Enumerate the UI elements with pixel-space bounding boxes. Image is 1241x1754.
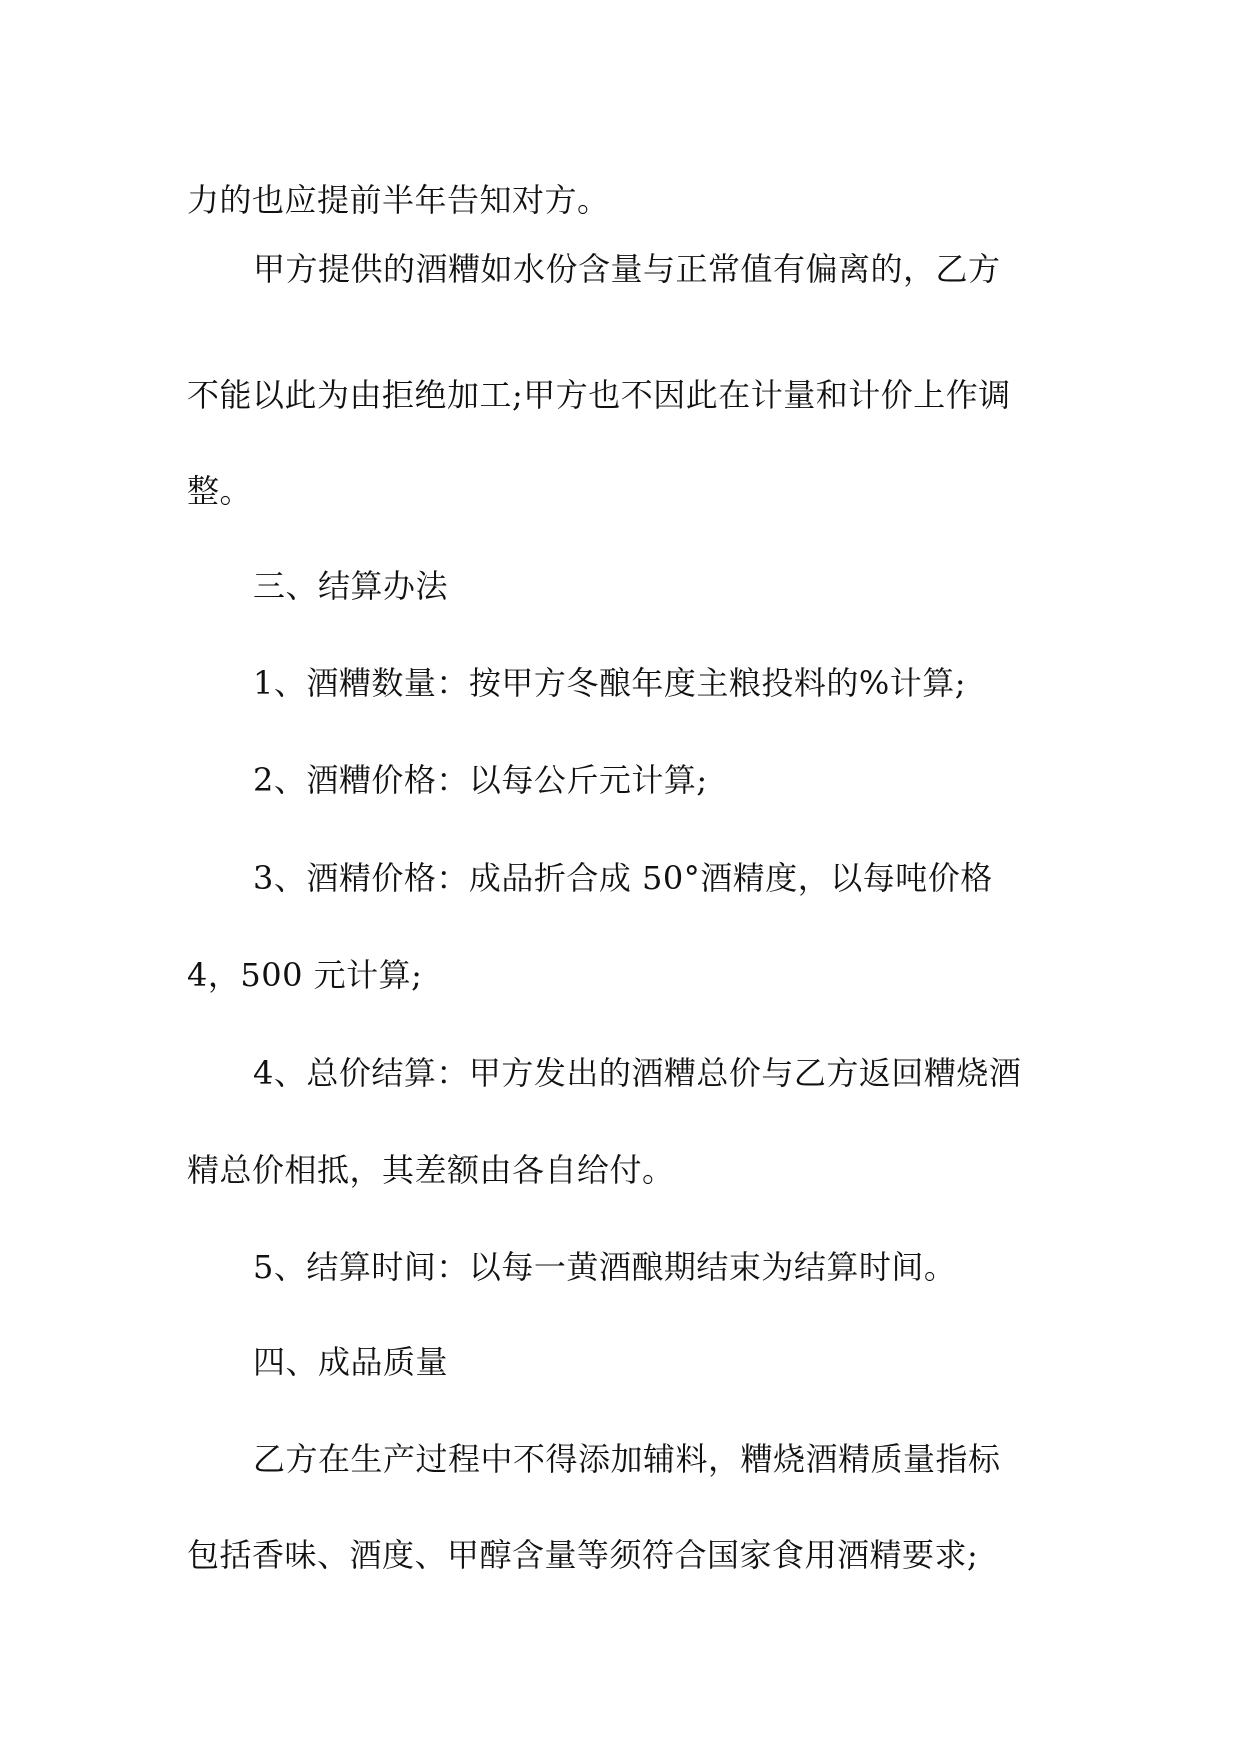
- paragraph-line: 力的也应提前半年告知对方。: [187, 181, 610, 219]
- section-heading: 三、结算办法: [253, 567, 449, 605]
- paragraph-line: 精总价相抵，其差额由各自给付。: [187, 1151, 675, 1189]
- section-heading: 四、成品质量: [253, 1343, 449, 1381]
- paragraph-line: 甲方提供的酒糟如水份含量与正常值有偏离的，乙方: [253, 250, 1001, 288]
- paragraph-line: 4，500 元计算;: [187, 956, 423, 994]
- paragraph-line: 2、酒糟价格：以每公斤元计算;: [253, 761, 708, 799]
- paragraph-line: 不能以此为由拒绝加工;甲方也不因此在计量和计价上作调: [187, 376, 1011, 414]
- paragraph-line: 1、酒糟数量：按甲方冬酿年度主粮投料的%计算;: [253, 664, 967, 702]
- paragraph-line: 整。: [187, 472, 253, 510]
- paragraph-line: 5、结算时间：以每一黄酒酿期结束为结算时间。: [253, 1248, 957, 1286]
- paragraph-line: 乙方在生产过程中不得添加辅料，糟烧酒精质量指标: [253, 1440, 1001, 1478]
- paragraph-line: 3、酒精价格：成品折合成 50°酒精度，以每吨价格: [253, 859, 993, 897]
- paragraph-line: 包括香味、酒度、甲醇含量等须符合国家食用酒精要求;: [187, 1536, 979, 1574]
- paragraph-line: 4、总价结算：甲方发出的酒糟总价与乙方返回糟烧酒: [253, 1054, 1022, 1092]
